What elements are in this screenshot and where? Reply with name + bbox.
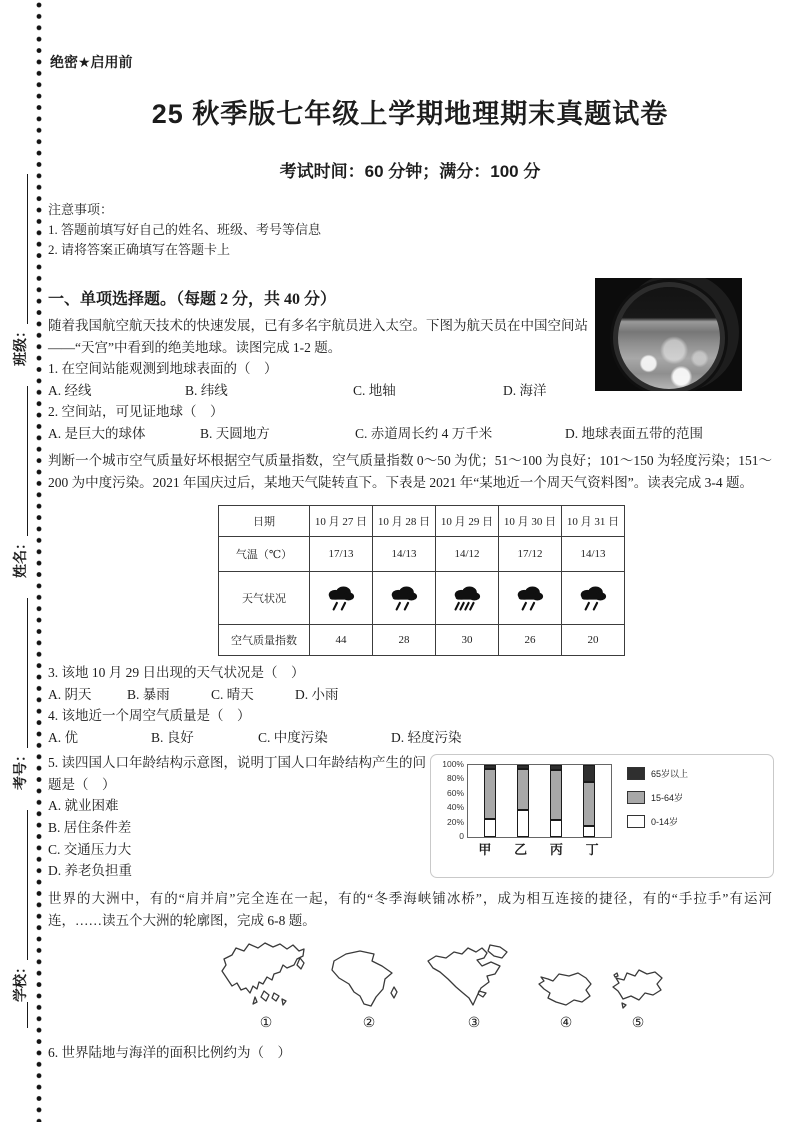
section-heading: 一、单项选择题。（每题 2 分，共 40 分） [48,291,337,308]
y-tick: 40% [446,802,464,813]
figure-number-1: ① [259,1016,273,1032]
antarctica-outline-icon [536,969,596,1013]
date-header: 日期 [219,506,310,537]
name-blank-line [13,386,28,536]
rain-icon [499,572,562,625]
q4-option-c: C. 中度污染 [258,729,328,745]
intro-q3-4: 判断一个城市空气质量好坏根据空气质量指数，空气质量指数 0～50 为优；51～100 为良好；101～150 为轻度污染；151～200 为中度污染。2021 年国庆过后，某地天气陡转直下。下表是 2021 年“某地近一个周天气资料图”。读表完成 3-4 题。 [48,453,772,490]
q2-option-b: B. 天圆地方 [200,425,270,441]
continent-outline-figure [220,941,772,1032]
bar-segment [484,769,496,819]
date-cell: 10 月 30 日 [499,506,562,537]
weather-table-condition-row [219,572,625,625]
continent-outline-asia [220,941,312,1032]
continent-outline-antarctica [536,969,596,1032]
figure-number-5: ⑤ [631,1016,645,1032]
rain-icon [373,572,436,625]
bar-segment [583,826,595,837]
weather-table-aqi-row [219,625,625,656]
bar-丁 [583,765,595,837]
q2-stem: 2. 空间站，可见证地球（ ） [48,404,224,419]
q2-option-d: D. 地球表面五带的范围 [565,425,703,441]
q3-option-d: D. 小雨 [295,686,339,702]
x-label: 乙 [514,842,528,857]
school-label: 学校： [14,960,29,1002]
student-info-margin [4,0,36,1122]
y-tick: 80% [446,773,464,784]
legend-label: 0-14岁 [651,817,679,827]
temp-cell: 17/12 [499,537,562,572]
q3-option-a: A. 阴天 [48,686,92,702]
q4-options [48,727,772,749]
spacecraft-porthole [618,287,720,389]
temp-cell: 14/12 [436,537,499,572]
school-field [10,810,30,1002]
blank-line [13,1002,28,1028]
x-label: 甲 [478,842,492,857]
q5-option-c: C. 交通压力大 [48,841,132,857]
q1-stem: 1. 在空间站能观测到地球表面的（ ） [48,361,278,376]
page-content [48,44,772,1064]
q4-option-b: B. 良好 [151,729,194,745]
exam-number-label: 考号： [14,748,29,790]
x-label: 丁 [585,842,599,857]
weather-header: 天气状况 [219,572,310,625]
q4-option-a: A. 优 [48,729,78,745]
asia-outline-icon [220,941,312,1013]
earth-from-space-photo [595,278,742,391]
chart-bars [468,765,611,837]
q1-option-a: A. 经线 [48,382,92,398]
date-cell: 10 月 29 日 [436,506,499,537]
q5-option-b: B. 居住条件差 [48,819,132,835]
q2-options [48,423,772,445]
continent-outline-north-america [426,943,522,1032]
q5-option-d: D. 养老负担重 [48,863,132,879]
heavy-rain-icon [436,572,499,625]
x-label: 丙 [549,842,563,857]
q1-option-c: C. 地轴 [353,382,396,398]
chart-legend [627,767,688,828]
bar-乙 [517,765,529,837]
page-title: 25 秋季版七年级上学期地理期末真题试卷 [151,99,669,129]
legend-item-0-14 [627,815,688,828]
q6-stem: 6. 世界陆地与海洋的面积比例约为（ ） [48,1045,291,1061]
temp-cell: 17/13 [310,537,373,572]
rain-icon [562,572,625,625]
q5-text-column [48,752,430,882]
aqi-cell: 44 [310,625,373,656]
y-tick: 60% [446,787,464,798]
q5-option-a: A. 就业困难 [48,798,119,813]
bar-丙 [550,765,562,837]
north-america-outline-icon [426,943,522,1013]
legend-item-15-64 [627,791,688,804]
bar-segment [550,820,562,837]
q5-block [48,752,772,882]
weather-table [218,505,625,656]
bar-segment [484,819,496,837]
chart-x-axis-labels [467,839,610,858]
q3-option-c: C. 晴天 [211,686,254,702]
exam-number-field [10,598,30,790]
exam-number-blank-line [13,598,28,748]
notes-block [48,200,772,260]
aqi-cell: 30 [436,625,499,656]
legend-item-65plus [627,767,688,780]
class-field [10,174,30,366]
figure-number-4: ④ [559,1016,573,1032]
aqi-cell: 20 [562,625,625,656]
security-label: 绝密★启用前 [50,54,133,70]
q2-option-c: C. 赤道周长约 4 万千米 [355,425,493,441]
class-blank-line [13,174,28,324]
continent-outline-europe [610,967,666,1032]
bar-segment [583,782,595,827]
name-label: 姓名： [14,536,29,578]
q3-stem: 3. 该地 10 月 29 日出现的天气状况是（ ） [48,665,305,680]
q1-option-b: B. 纬线 [185,382,228,398]
q2-option-a: A. 是巨大的球体 [48,425,146,441]
exam-info: 考试时间：60 分钟；满分：100 分 [279,162,541,181]
school-blank-line [13,810,28,960]
q1-option-d: D. 海洋 [503,382,547,398]
q4-option-d: D. 轻度污染 [391,729,462,745]
continent-outline-africa [326,949,412,1032]
aqi-cell: 26 [499,625,562,656]
temp-header: 气温（℃） [219,537,310,572]
legend-swatch-15-64 [627,791,645,804]
aqi-header: 空气质量指数 [219,625,310,656]
chart-y-axis-ticks [433,759,464,841]
chart-plot-area [467,764,612,838]
note-item-1: 1. 答题前填写好自己的姓名、班级、考号等信息 [48,222,322,237]
notes-heading: 注意事项： [48,202,114,217]
bar-segment [550,770,562,820]
temp-cell: 14/13 [373,537,436,572]
q3-option-b: B. 暴雨 [127,686,170,702]
q3-options [48,684,772,706]
y-tick: 100% [442,759,464,769]
bar-甲 [484,765,496,837]
aqi-cell: 28 [373,625,436,656]
date-cell: 10 月 28 日 [373,506,436,537]
rain-icon [310,572,373,625]
weather-table-temp-row [219,537,625,572]
intro-q1-2: 随着我国航空航天技术的快速发展，已有多名宇航员进入太空。下图为航天员在中国空间站——“天宫”中看到的绝美地球。读图完成 1-2 题。 [48,318,588,355]
q4-stem: 4. 该地近一个周空气质量是（ ） [48,708,251,723]
legend-swatch-65plus [627,767,645,780]
figure-number-2: ② [362,1016,376,1032]
y-tick: 20% [446,816,464,827]
name-field [10,386,30,578]
weather-table-date-row [219,506,625,537]
bar-segment [517,769,529,810]
date-cell: 10 月 27 日 [310,506,373,537]
legend-swatch-0-14 [627,815,645,828]
population-structure-chart [430,754,774,878]
legend-label: 65岁以上 [651,769,689,779]
bar-segment [583,765,595,782]
europe-outline-icon [610,967,666,1013]
class-label: 班级： [14,324,29,366]
bar-segment [517,810,529,837]
africa-outline-icon [326,949,412,1013]
temp-cell: 14/13 [562,537,625,572]
intro-q6-8: 世界的大洲中，有的“肩并肩”完全连在一起，有的“冬季海峡铺冰桥”，成为相互连接的捷径，有的“手拉手”有运河连，……读五个大洲的轮廓图，完成 6-8 题。 [48,891,772,928]
date-cell: 10 月 31 日 [562,506,625,537]
figure-number-3: ③ [467,1016,481,1032]
note-item-2: 2. 请将答案正确填写在答题卡上 [48,242,231,257]
legend-label: 15-64岁 [651,793,684,803]
y-tick: 0 [459,830,464,841]
q5-stem: 5. 读四国人口年龄结构示意图，说明丁国人口年龄结构产生的问题是（ ） [48,755,426,792]
